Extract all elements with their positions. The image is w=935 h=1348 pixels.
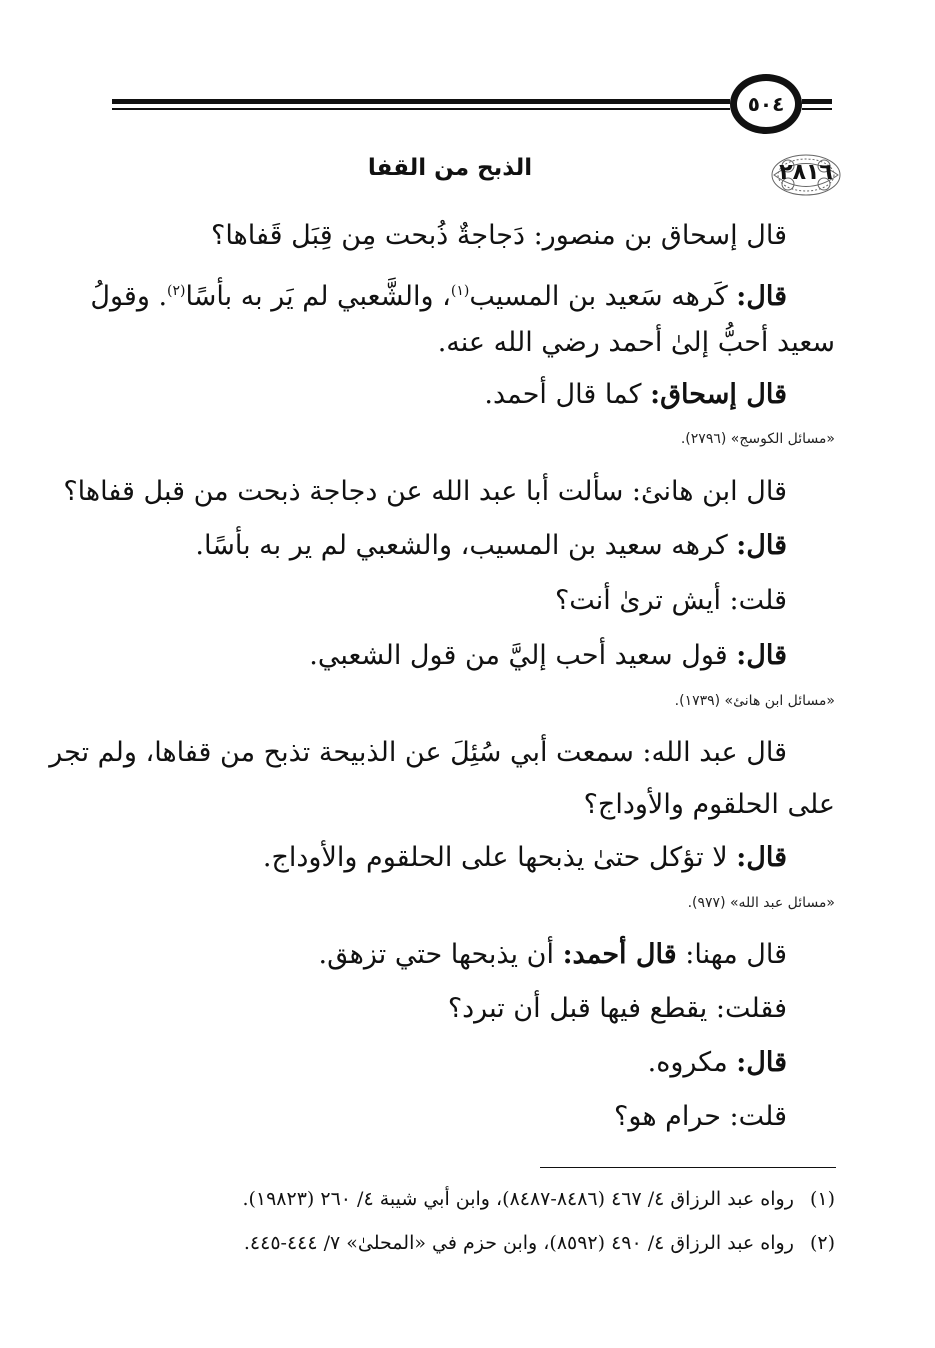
chapter-title: الذبح من القفا bbox=[367, 155, 533, 181]
footnote-text: رواه عبد الرزاق ٤/ ٤٩٠ (٨٥٩٢)، وابن حزم في «المحلىٰ» ٧/ ٤٤٤-٤٤٥. bbox=[243, 1232, 794, 1254]
issue-number: ٢٨١٦ bbox=[779, 160, 833, 185]
source-citation: «مسائل الكوسج» (٢٧٩٦). bbox=[680, 431, 835, 447]
page-number: ٥٠٤ bbox=[747, 92, 785, 116]
text-line: سعيد أحبُّ إلىٰ أحمد رضي الله عنه. bbox=[437, 327, 835, 358]
text-line: على الحلقوم والأوداج؟ bbox=[583, 789, 835, 820]
footnote-ref[interactable]: (١) bbox=[450, 283, 470, 299]
header-rule bbox=[112, 99, 730, 104]
footnote-ref[interactable]: (٢) bbox=[167, 283, 186, 299]
text-line: قال إسحاق: كما قال أحمد. bbox=[484, 379, 787, 410]
footnote-text: رواه عبد الرزاق ٤/ ٤٦٧ (٨٤٨٦-٨٤٨٧)، وابن أبي شيبة ٤/ ٢٦٠ (١٩٨٢٣). bbox=[242, 1188, 794, 1210]
footnote bbox=[242, 1188, 835, 1210]
source-citation: «مسائل عبد الله» (٩٧٧). bbox=[687, 895, 835, 911]
text-line: قال: قول سعيد أحب إليَّ من قول الشعبي. bbox=[309, 640, 787, 671]
text-line: قال: لا تؤكل حتىٰ يذبحها على الحلقوم والأوداج. bbox=[262, 842, 787, 873]
header-rule-thin bbox=[112, 108, 730, 110]
text-line: قال: كَرهه سَعيد بن المسيب$^{(١)}$، والشَّعبي لم يَر به بأسًا$^{(٢)}$. وقولُ bbox=[90, 281, 787, 312]
text-line: قال: مكروه. bbox=[647, 1047, 787, 1078]
text-line: قال ابن هانئ: سألت أبا عبد الله عن دجاجة ذبحت من قبل قفاها؟ bbox=[63, 476, 787, 507]
text-line: فقلت: يقطع فيها قبل أن تبرد؟ bbox=[447, 993, 787, 1024]
text-line: قال مهنا: قال أحمد: أن يذبحها حتي تزهق. bbox=[318, 939, 787, 970]
footnote-divider bbox=[540, 1167, 836, 1168]
footnote-number: (٢) bbox=[809, 1232, 835, 1254]
text-line: قال: كرهه سعيد بن المسيب، والشعبي لم ير به بأسًا. bbox=[195, 530, 787, 561]
page-number-badge bbox=[730, 74, 802, 134]
footnote bbox=[244, 1232, 835, 1254]
header-rule-right bbox=[802, 99, 832, 104]
text-line: قال إسحاق بن منصور: دَجاجةٌ ذُبحت مِن قِبَل قَفاها؟ bbox=[210, 220, 787, 251]
source-citation: «مسائل ابن هانئ» (١٧٣٩). bbox=[674, 693, 835, 709]
text-line: قال عبد الله: سمعت أبي سُئِلَ عن الذبيحة تذبح من قفاها، ولم تجر bbox=[49, 737, 787, 768]
text-line: قلت: أيش ترىٰ أنت؟ bbox=[554, 585, 787, 616]
footnote-number: (١) bbox=[809, 1188, 835, 1210]
text-line: قلت: حرام هو؟ bbox=[614, 1101, 787, 1132]
header-rule-right-thin bbox=[802, 108, 832, 110]
